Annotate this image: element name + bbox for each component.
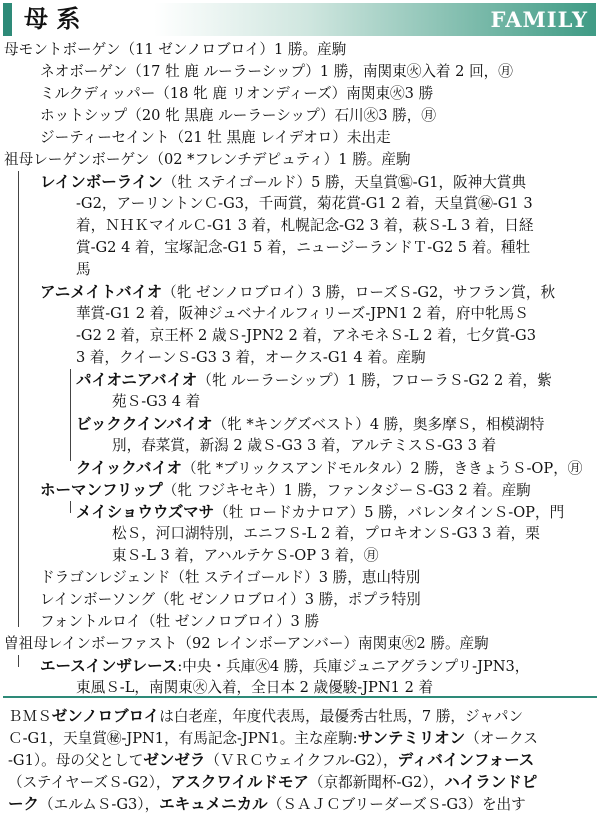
pioneerbio-name: パイオニアバイオ: [76, 371, 198, 389]
section-divider: [3, 696, 597, 698]
other-foal-2: レインボーソング（牝 ゼンノロブロイ）3 勝，ポプラ特別: [40, 591, 421, 608]
bms-foal-askwildmore: アスクワイルドモア: [170, 773, 309, 791]
grandam-tree-line: [18, 171, 19, 627]
header-accent-bar: [3, 3, 12, 36]
animatebio-l2: 華賞-G1 2 着，阪神ジュベナイルフィリーズ-JPN1 2 着，府中牝馬Ｓ: [76, 305, 529, 322]
bms-l5-tail: （ＳＡＪＣブリーダーズＳ-G3）を出す: [267, 796, 526, 813]
great-grandam-line: 曽祖母レインボーファスト（92 レインボーアンバー）南関東㊋2 勝。産駒: [4, 635, 489, 652]
bms-l3: [8, 749, 534, 772]
bms-l2: [8, 727, 538, 750]
other-foal-3: フォントルロイ（牡 ゼンノロブロイ）3 勝: [40, 613, 320, 630]
bms-l2-tail: （オークス: [465, 730, 539, 747]
quickbio-name: クイックバイオ: [76, 459, 183, 477]
dam-line: 母モントボーゲン（11 ゼンノロブロイ）1 勝。産駒: [4, 41, 347, 58]
animatebio-tree-line: [70, 369, 71, 461]
dam-foal-2: ミルクディッパー（18 牝 鹿 リオンディーズ）南関東㊋3 勝: [40, 85, 434, 102]
header-banner: [154, 3, 596, 36]
bms-foal-ecumenical: エキュメニカル: [159, 795, 268, 813]
bms-l5-text: （エルムＳ-G3），: [39, 796, 160, 813]
pioneerbio-l1: （牝 ルーラーシップ）1 勝，フローラＳ-G2 2 着，紫: [197, 372, 552, 389]
animatebio-l3: -G2 2 着，京王杯 2 歳Ｓ-JPN2 2 着，アネモネＳ-L 2 着，七夕賞-G3: [76, 327, 536, 344]
bms-label: ＢＭＳ: [8, 708, 52, 725]
meishou-l2: 松Ｓ，河口湖特別，エニフＳ-L 2 着，プロキオンＳ-G3 3 着，栗: [112, 525, 540, 542]
rainbowline-l2: -G2，アーリントンＣ-G3，千両賞，菊花賞-G1 2 着，天皇賞㊙-G1 3: [76, 195, 533, 212]
dam-foal-4: ジーティーセイント（21 牡 黒鹿 レイデオロ）未出走: [40, 129, 391, 146]
queenbio-l1: （牝 *キングズベスト）4 勝，奥多摩Ｓ，相模湖特: [212, 416, 545, 433]
animatebio-entry: [40, 281, 555, 304]
meishou-name: メイショウウズマサ: [76, 503, 215, 521]
great-grandam-tree-line: [18, 655, 19, 667]
animatebio-l1: （牝 ゼンノロブロイ）3 勝，ローズＳ-G2，サフラン賞，秋: [162, 284, 556, 301]
ace-l1: :中央・兵庫㊋4 勝，兵庫ジュニアグランプリ-JPN3，: [177, 658, 530, 675]
bms-l5: [8, 793, 526, 813]
bms-l1: [8, 705, 523, 728]
rainbowline-entry: [40, 171, 526, 194]
ace-entry: [40, 655, 529, 678]
queenbio-entry: [76, 413, 544, 436]
bms-l3-text: -G1）。母の父として: [8, 752, 144, 769]
bms-l4-mid: （京都新聞杯-G2），: [308, 774, 445, 791]
header-title: 母 系: [24, 5, 81, 33]
homanflip-tree-line: [70, 501, 71, 513]
bms-foal-santemilion: サンテミリオン: [357, 729, 466, 747]
meishou-entry: [76, 501, 564, 524]
queenbio-l2: 別，春菜賞，新潟 2 歳Ｓ-G3 3 着，アルテミスＳ-G3 3 着: [112, 437, 497, 454]
bms-foal-divineforce: ディバインフォース: [397, 751, 535, 769]
header-title-en: FAMILY: [490, 7, 588, 32]
dam-foal-3: ホットシップ（20 牝 黒鹿 ルーラーシップ）石川㊋3 勝，㊊: [40, 107, 436, 124]
rainbowline-l3: 着，ＮＨＫマイルＣ-G1 3 着，札幌記念-G2 3 着，萩Ｓ-L 3 着，日経: [76, 217, 534, 234]
pioneerbio-entry: [76, 369, 552, 392]
homanflip-l1: （牝 フジキセキ）1 勝，ファンタジーＳ-G3 2 着。産駒: [162, 482, 531, 499]
bms-l2-text: Ｃ-G1，天皇賞㊙-JPN1，有馬記念-JPN1。主な産駒:: [8, 730, 358, 747]
meishou-l3: 東Ｓ-L 3 着，アハルテケＳ-OP 3 着，㊊: [112, 547, 379, 564]
rainbowline-l4: 賞-G2 4 着，宝塚記念-G1 5 着，ニュージーランドＴ-G2 5 着。種牡: [76, 239, 531, 256]
rainbowline-l1: （牡 ステイゴールド）5 勝，天皇賞㊬-G1，阪神大賞典: [162, 174, 527, 191]
bms-l4-text: （ステイヤーズＳ-G2），: [8, 774, 171, 791]
rainbowline-l5: 馬: [76, 261, 91, 278]
animatebio-name: アニメイトバイオ: [40, 283, 163, 301]
bms-l3-mid: （ＶＲＣウェイクフル-G2），: [205, 752, 398, 769]
bms-l1-text: は白老産，年度代表馬，最優秀古牡馬，7 勝，ジャパン: [159, 708, 524, 725]
meishou-l1: （牡 ロードカナロア）5 勝，バレンタインＳ-OP，門: [214, 504, 565, 521]
quickbio-l1: （牝 *ブリックスアンドモルタル）2 勝，ききょうＳ-OP，㊊: [182, 460, 583, 477]
bms-foal-zenzera: ゼンゼラ: [143, 751, 206, 769]
ace-l2: 東風Ｓ-L，南関東㊋入着，全日本 2 歳優駿-JPN1 2 着: [76, 679, 434, 696]
bms-l4: [8, 771, 537, 794]
queenbio-name: ビッククインバイオ: [76, 415, 213, 433]
grandam-line: 祖母レーゲンボーゲン（02 *フレンチデピュティ）1 勝。産駒: [4, 151, 411, 168]
bms-foal-highlandpeak-b: ーク: [8, 795, 40, 813]
homanflip-name: ホーマンフリップ: [40, 481, 163, 499]
other-foal-1: ドラゴンレジェンド（牡 ステイゴールド）3 勝，恵山特別: [40, 569, 421, 586]
rainbowline-name: レインボーライン: [40, 173, 163, 191]
dam-foal-1: ネオボーゲン（17 牡 鹿 ルーラーシップ）1 勝，南関東㊋入着 2 回，㊊: [40, 63, 513, 80]
pioneerbio-l2: 苑Ｓ-G3 4 着: [112, 393, 201, 410]
bms-foal-highlandpeak-a: ハイランドピ: [444, 773, 538, 791]
ace-name: エースインザレース: [40, 657, 178, 675]
bms-sire-name: ゼンノロブロイ: [51, 707, 160, 725]
quickbio-entry: [76, 457, 582, 480]
family-header: [3, 3, 596, 36]
animatebio-l4: 3 着，クイーンＳ-G3 3 着，オークス-G1 4 着。産駒: [76, 349, 426, 366]
homanflip-entry: [40, 479, 531, 502]
